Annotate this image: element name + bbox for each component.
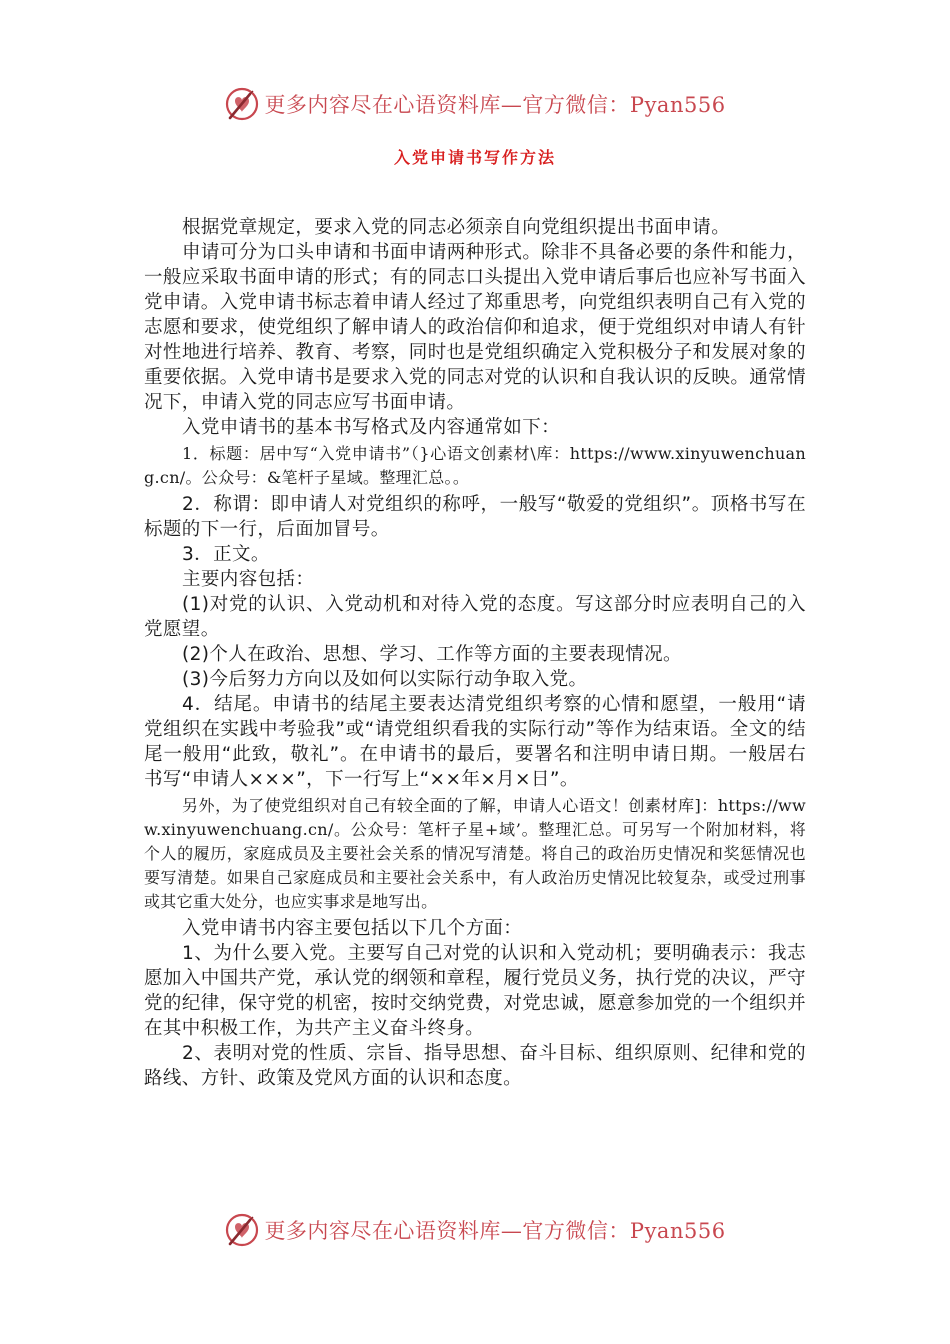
paragraph: 主要内容包括：: [182, 569, 315, 590]
page-title: 入党申请书写作方法: [393, 148, 556, 167]
paragraph: 入党申请书内容主要包括以下几个方面：: [182, 918, 523, 939]
header-banner: [0, 84, 950, 124]
paragraph: 3．正文。: [182, 544, 270, 565]
paragraph: 2．称谓：即申请人对党组织的称呼，一般写“敬爱的党组织”。顶格书写在标题的下一行，后面加冒号。: [144, 494, 806, 540]
pen-heart-logo-icon: [224, 1212, 260, 1248]
banner-text: 更多内容尽在心语资料库—官方微信：Pyan556: [264, 93, 726, 117]
paragraph: 4．结尾。申请书的结尾主要表达清党组织考察的心情和愿望，一般用“请党组织在实践中考验我”或“请党组织看我的实际行动”等作为结束语。全文的结尾一般用“此致，敬礼”。在申请书的最后，要署名和注明申请日期。一般居右书写“申请人×××”，下一行写上“××年×月×日”。: [144, 694, 806, 790]
paragraph: 1、为什么要入党。主要写自己对党的认识和入党动机；要明确表示：我志愿加入中国共产党，承认党的纲领和章程，履行党员义务，执行党的决议，严守党的纪律，保守党的机密，按时交纳党费，对党忠诚，愿意参加党的一个组织并在其中积极工作，为共产主义奋斗终身。: [144, 943, 806, 1039]
document-body: [144, 215, 806, 1091]
paragraph: 另外，为了使党组织对自己有较全面的了解，申请人心语文！创素材库]：https://www.xinyuwenchuang.cn/。公众号：笔杆子星+域’。整理汇总。可另写一个附加材料，将个人的履历，家庭成员及主要社会关系的情况写清楚。将自己的政治历史情况和奖惩情况也要写清楚。如果自己家庭成员和主要社会关系中，有人政治历史情况比较复杂，或受过刑事或其它重大处分，也应实事求是地写出。: [144, 796, 806, 911]
paragraph: 1．标题：居中写“入党申请书”（}心语文创素材\库：https://www.xinyuwenchuang.cn/。公众号：&笔杆子星域。整理汇总。。: [144, 444, 806, 487]
paragraph: (2)个人在政治、思想、学习、工作等方面的主要表现情况。: [182, 644, 682, 665]
banner-text: 更多内容尽在心语资料库—官方微信：Pyan556: [264, 1219, 726, 1243]
paragraph: 申请可分为口头申请和书面申请两种形式。除非不具备必要的条件和能力，一般应采取书面申请的形式；有的同志口头提出入党申请后事后也应补写书面入党申请。入党申请书标志着申请人经过了郑重思考，向党组织表明自己有入党的志愿和要求，使党组织了解申请人的政治信仰和追求，便于党组织对申请人有针对性地进行培养、教育、考察，同时也是党组织确定入党积极分子和发展对象的重要依据。入党申请书是要求入党的同志对党的认识和自我认识的反映。通常情况下，申请入党的同志应写书面申请。: [144, 242, 806, 413]
footer-banner: [0, 1210, 950, 1250]
paragraph: 入党申请书的基本书写格式及内容通常如下：: [182, 417, 561, 438]
paragraph: (3)今后努力方向以及如何以实际行动争取入党。: [182, 669, 588, 690]
pen-heart-logo-icon: [224, 86, 260, 122]
paragraph: (1)对党的认识、入党动机和对待入党的态度。写这部分时应表明自己的入党愿望。: [144, 594, 806, 640]
paragraph: 根据党章规定，要求入党的同志必须亲自向党组织提出书面申请。: [182, 217, 731, 238]
paragraph: 2、表明对党的性质、宗旨、指导思想、奋斗目标、组织原则、纪律和党的路线、方针、政策及党风方面的认识和态度。: [144, 1043, 806, 1089]
